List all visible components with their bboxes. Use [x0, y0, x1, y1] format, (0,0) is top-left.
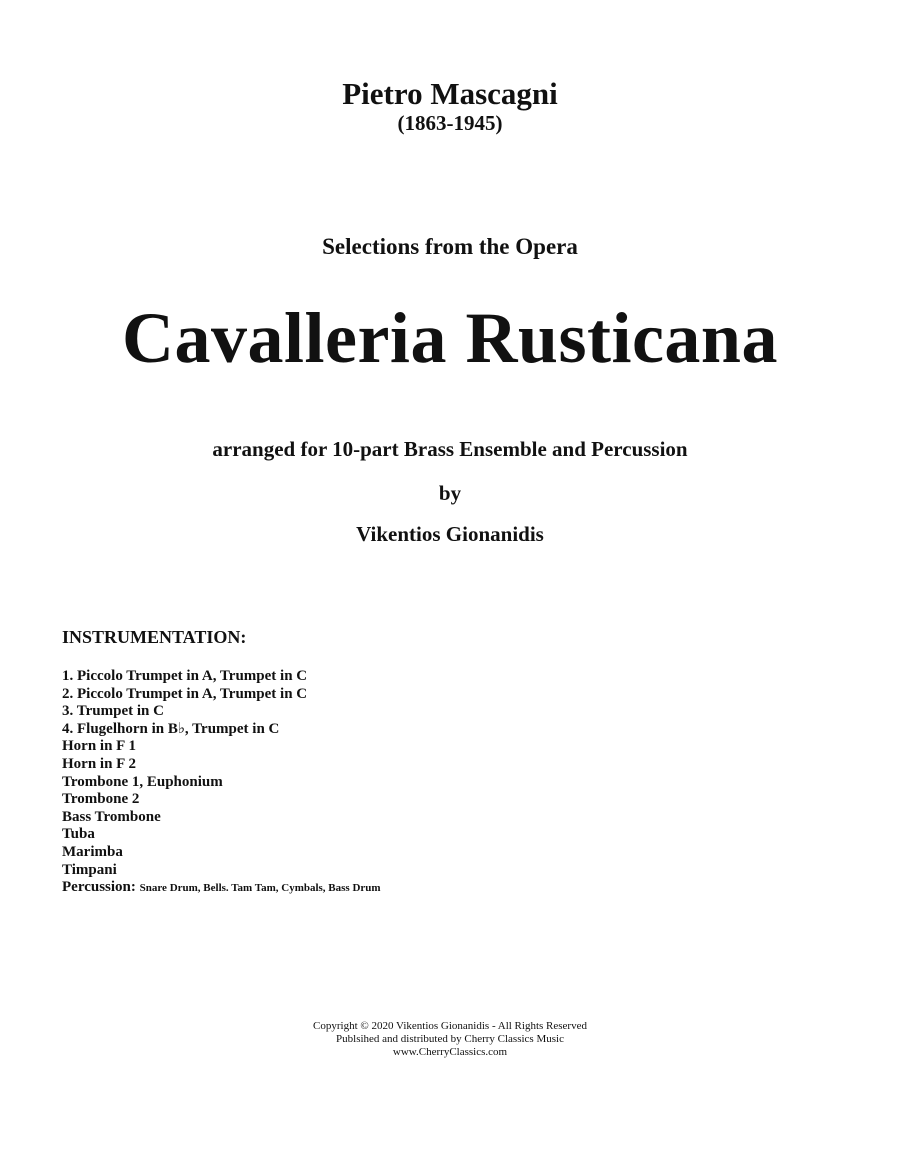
- instrument-item: Marimba: [62, 843, 123, 860]
- composer-name: Pietro Mascagni: [342, 76, 558, 111]
- instrument-item: 1. Piccolo Trumpet in A, Trumpet in C: [62, 668, 308, 684]
- instrument-item: Trombone 2: [62, 791, 140, 808]
- instrument-item: Timpani: [62, 861, 117, 878]
- arranger-name: Vikentios Gionanidis: [356, 522, 544, 546]
- copyright-footer: [0, 1020, 900, 1059]
- instrument-item: 4. Flugelhorn in B♭, Trumpet in C: [62, 720, 280, 737]
- instrument-item: Horn in F 2: [62, 755, 137, 772]
- arrangement-description: arranged for 10-part Brass Ensemble and Percussion: [212, 437, 688, 461]
- percussion-detail: Snare Drum, Bells. Tam Tam, Cymbals, Bass Drum: [139, 882, 381, 895]
- instrument-item: Horn in F 1: [62, 738, 137, 755]
- instrument-item: 3. Trumpet in C: [62, 703, 164, 720]
- instrumentation-heading: INSTRUMENTATION:: [62, 627, 247, 647]
- instrument-item: Trombone 1, Euphonium: [62, 773, 223, 790]
- work-subtitle: Selections from the Opera: [322, 234, 578, 259]
- copyright-line: Copyright © 2020 Vikentios Gionanidis - All Rights Reserved: [313, 1020, 587, 1032]
- work-title: Cavalleria Rusticana: [122, 298, 778, 378]
- instrument-item: 2. Piccolo Trumpet in A, Trumpet in C: [62, 685, 308, 702]
- composer-dates: (1863-1945): [397, 111, 503, 135]
- instrument-item: Bass Trombone: [62, 808, 161, 825]
- percussion-label: Percussion:: [62, 879, 136, 896]
- arrangement-by: by: [438, 481, 462, 505]
- instrumentation-list: [62, 668, 381, 898]
- percussion-item: [62, 879, 381, 898]
- publisher-line: Publsihed and distributed by Cherry Classics Music: [336, 1033, 564, 1045]
- website-line: www.CherryClassics.com: [392, 1046, 508, 1058]
- instrument-item: Tuba: [62, 826, 95, 843]
